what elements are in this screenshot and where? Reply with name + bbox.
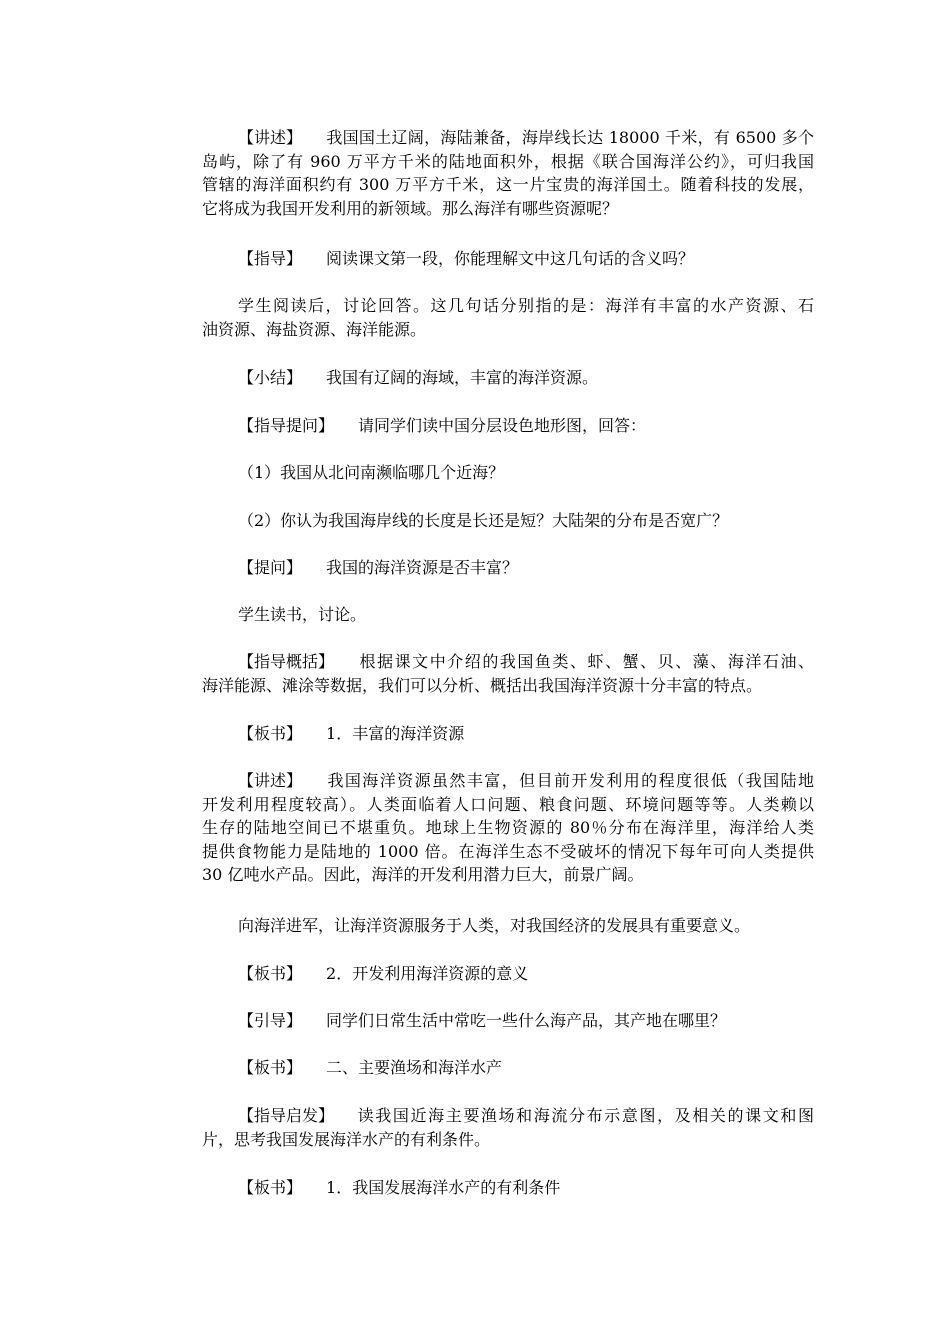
paragraph-line: 【指导】 阅读课文第一段，你能理解文中这几句话的含义吗？ xyxy=(202,247,814,271)
paragraph-line: 向海洋进军，让海洋资源服务于人类，对我国经济的发展具有重要意义。 xyxy=(238,916,751,935)
section-tag: 【讲述】 xyxy=(238,771,303,790)
paragraph-line: 片，思考我国发展海洋水产的有利条件。 xyxy=(202,1129,491,1149)
section-tag: 【引导】 xyxy=(238,1011,303,1030)
section-tag: 【指导】 xyxy=(238,249,303,268)
paragraph-line: 【板书】 2．开发利用海洋资源的意义 xyxy=(202,962,814,986)
paragraph-3 xyxy=(202,294,814,341)
paragraph-9 xyxy=(202,603,814,627)
paragraph-line: 【讲述】 我国国土辽阔，海陆兼备，海岸线长达 18000 千米，有 6500 多个 xyxy=(202,126,814,150)
paragraph-line: 学生读书，讨论。 xyxy=(238,605,367,624)
paragraph-line: 【板书】 1．丰富的海洋资源 xyxy=(202,722,814,746)
paragraph-line: 【板书】 1．我国发展海洋水产的有利条件 xyxy=(202,1176,814,1200)
paragraph-line: 【讲述】 我国海洋资源虽然丰富，但目前开发利用的程度很低（我国陆地 xyxy=(202,769,814,793)
paragraph-line: 【板书】 二、主要渔场和海洋水产 xyxy=(202,1056,814,1080)
section-tag: 【提问】 xyxy=(238,558,303,577)
paragraph-line: 生存的陆地空间已不堪重负。地球上生物资源的 80％分布在海洋里，海洋给人类 xyxy=(202,818,814,837)
paragraph-11 xyxy=(202,722,814,746)
paragraph-line: 海洋能源、滩涂等数据，我们可以分析、概括出我国海洋资源十分丰富的特点。 xyxy=(202,675,763,695)
paragraph-6 xyxy=(202,461,814,485)
section-tag: 【板书】 xyxy=(238,964,303,983)
paragraph-line: （2）你认为我国海岸线的长度是长还是短？大陆架的分布是否宽广？ xyxy=(238,511,729,530)
section-tag: 【小结】 xyxy=(238,368,303,387)
paragraph-line: 油资源、海盐资源、海洋能源。 xyxy=(202,319,427,339)
paragraph-line: 【指导启发】 读我国近海主要渔场和海流分布示意图，及相关的课文和图 xyxy=(202,1104,814,1128)
paragraph-line: 岛屿，除了有 960 万平方千米的陆地面积外，根据《联合国海洋公约》，可归我国 xyxy=(202,151,814,171)
paragraph-2 xyxy=(202,247,814,271)
section-tag: 【指导提问】 xyxy=(238,416,335,435)
section-tag: 【板书】 xyxy=(238,1058,303,1077)
paragraph-8 xyxy=(202,556,814,580)
paragraph-line: 【提问】 我国的海洋资源是否丰富？ xyxy=(202,556,814,580)
section-tag: 【讲述】 xyxy=(238,128,303,147)
paragraph-15 xyxy=(202,1009,814,1033)
paragraph-line: 管辖的海洋面积约有 300 万平方千米，这一片宝贵的海洋国土。随着科技的发展， xyxy=(202,175,814,194)
paragraph-4 xyxy=(202,366,814,390)
paragraph-line: 【指导提问】 请同学们读中国分层设色地形图，回答： xyxy=(202,414,814,438)
paragraph-line: 学生阅读后，讨论回答。这几句话分别指的是：海洋有丰富的水产资源、石 xyxy=(238,296,814,315)
paragraph-line: 【小结】 我国有辽阔的海域，丰富的海洋资源。 xyxy=(202,366,814,390)
paragraph-14 xyxy=(202,962,814,986)
paragraph-10 xyxy=(202,650,814,697)
section-tag: 【板书】 xyxy=(238,724,303,743)
paragraph-line: 30 亿吨水产品。因此，海洋的开发利用潜力巨大，前景广阔。 xyxy=(202,865,644,884)
paragraph-line: （1）我国从北问南濒临哪几个近海？ xyxy=(238,463,505,482)
paragraph-13 xyxy=(202,914,814,938)
paragraph-7 xyxy=(202,509,814,533)
paragraph-line: 开发利用程度较高）。人类面临着人口问题、粮食问题、环境问题等等。人类赖以 xyxy=(202,794,814,814)
section-tag: 【指导概括】 xyxy=(238,652,335,671)
section-tag: 【板书】 xyxy=(238,1178,303,1197)
paragraph-1 xyxy=(202,126,814,220)
paragraph-line: 【引导】 同学们日常生活中常吃一些什么海产品，其产地在哪里？ xyxy=(202,1009,814,1033)
paragraph-18 xyxy=(202,1176,814,1200)
paragraph-line: 提供食物能力是陆地的 1000 倍。在海洋生态不受破坏的情况下每年可向人类提供 xyxy=(202,841,814,861)
paragraph-5 xyxy=(202,414,814,438)
paragraph-12 xyxy=(202,769,814,887)
paragraph-16 xyxy=(202,1056,814,1080)
paragraph-line: 它将成为我国开发利用的新领域。那么海洋有哪些资源呢？ xyxy=(202,198,619,218)
section-tag: 【指导启发】 xyxy=(238,1106,335,1125)
paragraph-17 xyxy=(202,1104,814,1151)
paragraph-line: 【指导概括】 根据课文中介绍的我国鱼类、虾、蟹、贝、藻、海洋石油、 xyxy=(202,650,814,674)
